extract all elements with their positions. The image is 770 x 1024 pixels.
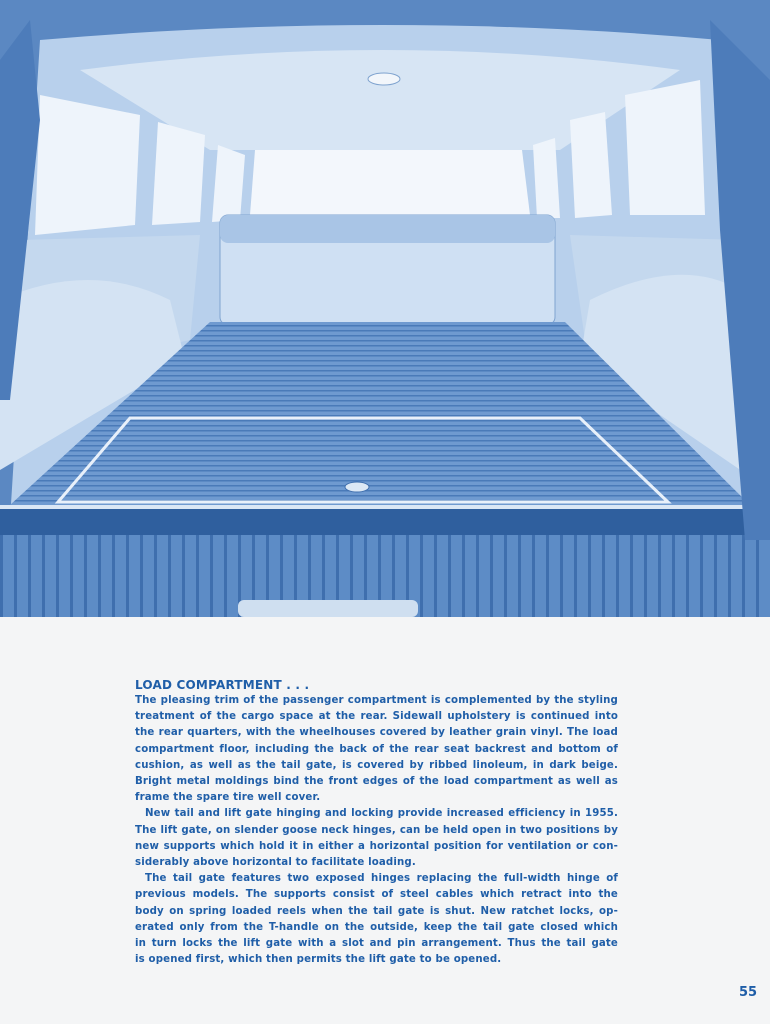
text-line: Bright metal moldings bind the front edges of the load compartment as well as [135, 776, 618, 788]
paragraph-1 [135, 693, 618, 806]
text-line: previous models. The supports consist of steel cables which retract into the [135, 889, 618, 901]
text-line: in turn locks the lift gate with a slot and pin arrangement. Thus the tail gate [135, 938, 618, 950]
text-line: erated only from the T-handle on the outside, keep the tail gate closed which [135, 921, 618, 933]
article-heading: LOAD COMPARTMENT . . . [135, 678, 310, 692]
paragraph-3 [135, 871, 618, 968]
text-line: frame the spare tire well cover. [135, 792, 321, 804]
text-line: is opened first, which then permits the lift gate to be opened. [135, 954, 502, 966]
text-line: cushion, as well as the tail gate, is covered by ribbed linoleum, in dark beige. [135, 759, 618, 771]
text-line: new supports which hold it in either a horizontal position for ventilation or con- [135, 840, 618, 852]
text-line: The tail gate features two exposed hinges replacing the full-width hinge of [145, 873, 618, 885]
page-number: 55 [739, 985, 758, 1000]
text-line: The lift gate, on slender goose neck hinges, can be held open in two positions by [135, 824, 618, 836]
text-line: compartment floor, including the back of the rear seat backrest and bottom of [135, 743, 618, 755]
text-line: treatment of the cargo space at the rear. Sidewall upholstery is continued into [135, 711, 618, 723]
text-line: the rear quarters, with the wheelhouses covered by leather grain vinyl. The load [135, 727, 618, 739]
text-line: The pleasing trim of the passenger compartment is complemented by the styling [135, 695, 618, 706]
article [135, 677, 618, 968]
text-line: New tail and lift gate hinging and locking provide increased efficiency in 1955. [145, 808, 618, 820]
text-line: body on spring loaded reels when the tail gate is shut. New ratchet locks, op- [135, 905, 618, 917]
paragraph-2 [135, 806, 618, 871]
text-line: siderably above horizontal to facilitate loading. [135, 857, 416, 869]
